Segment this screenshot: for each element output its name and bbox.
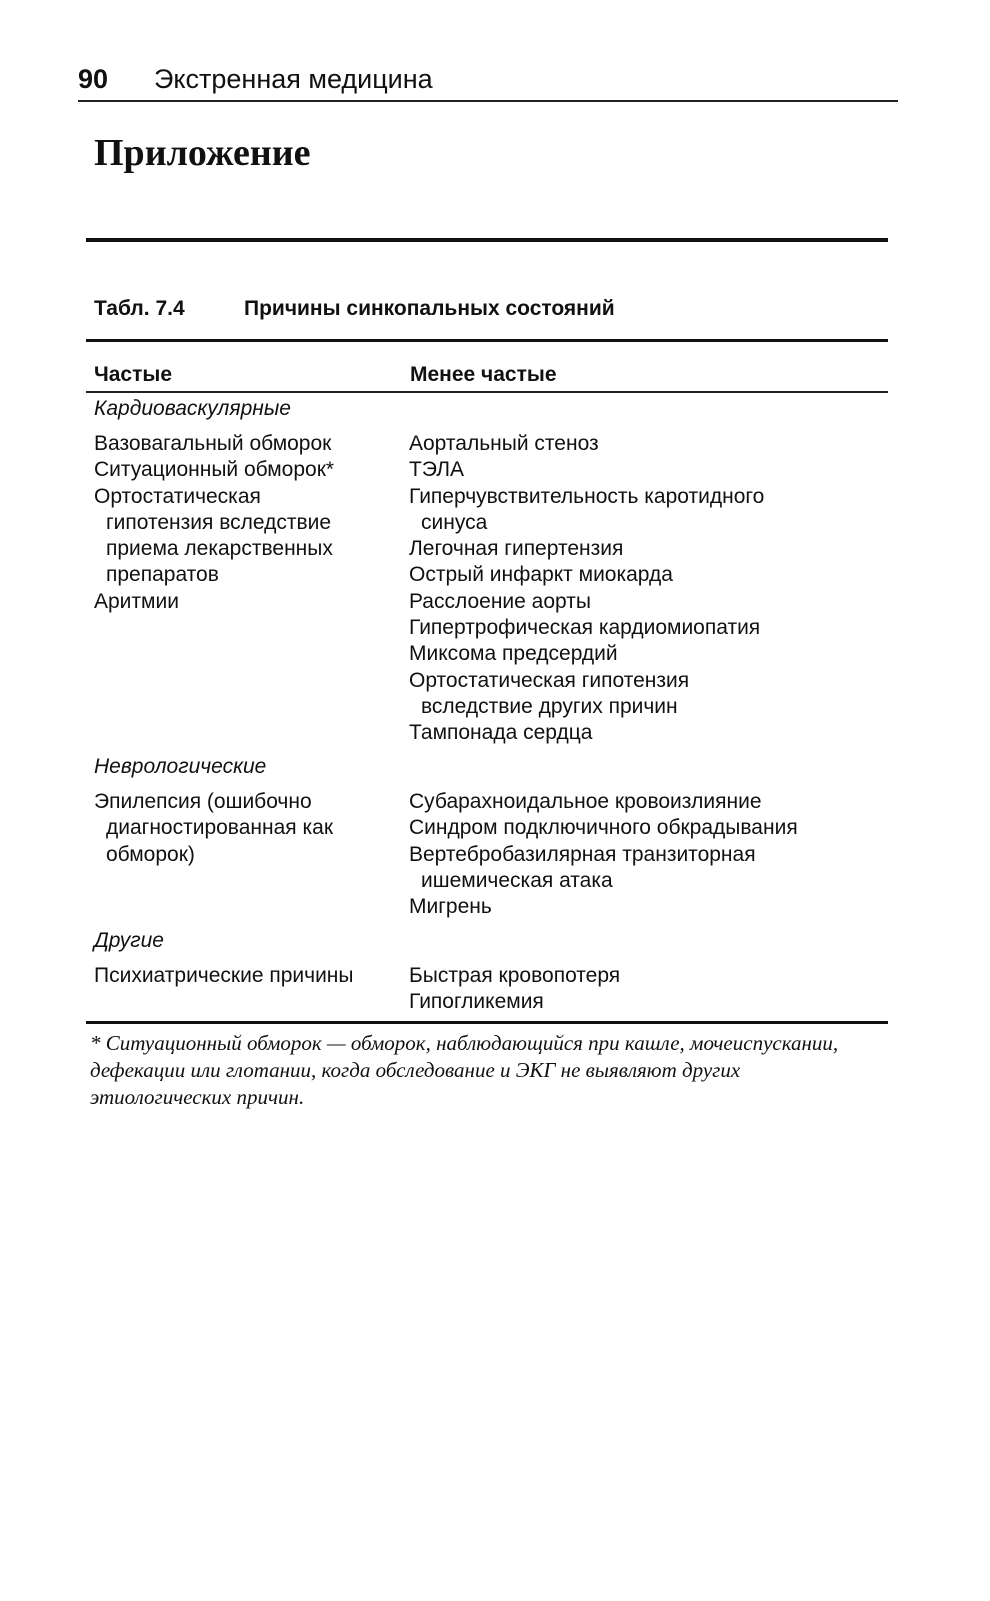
- table-top-rule: [86, 238, 888, 242]
- table-cell: Гиперчувствительность каротидного: [409, 484, 765, 508]
- table-cell: приема лекарственных: [106, 537, 333, 561]
- table-cell: Острый инфаркт миокарда: [409, 563, 673, 587]
- header-rule: [86, 391, 888, 393]
- table-cell: препаратов: [106, 563, 219, 587]
- table-cell: Аортальный стеноз: [409, 432, 599, 455]
- table-caption: [94, 296, 615, 322]
- table-cell: Ортостатическая гипотензия: [409, 668, 690, 692]
- table-cell: Вертебробазилярная транзиторная: [409, 842, 756, 866]
- frequent-other: [94, 963, 354, 989]
- table-cell: ишемическая атака: [421, 868, 613, 892]
- frequent-neurological: [94, 789, 333, 868]
- section-title: Приложение: [94, 132, 311, 174]
- table-cell: Психиатрические причины: [94, 964, 354, 987]
- table-cell: Миксома предсердий: [409, 642, 618, 666]
- table-cell: Легочная гипертензия: [409, 537, 624, 561]
- table-cell: Расслоение аорты: [409, 589, 591, 613]
- table-cell: Ортостатическая: [94, 484, 261, 508]
- table-cell: синуса: [421, 510, 488, 534]
- table-cell: Гипертрофическая кардиомиопатия: [409, 616, 761, 640]
- less-frequent-neurological: [409, 789, 798, 920]
- table-cell: вследствие других причин: [421, 694, 678, 718]
- page-number: 90: [78, 64, 109, 94]
- table-cell: гипотензия вследствие: [106, 510, 332, 534]
- table-cell: Субарахноидальное кровоизлияние: [409, 790, 762, 813]
- table-bottom-rule: [86, 1021, 888, 1024]
- table-footnote: * Ситуационный обморок — обморок, наблюдающийся при кашле, мочеиспускании, дефекации или глотании, когда обследование и ЭКГ не выявляют других этиологических причин.: [90, 1031, 839, 1109]
- category-other: Другие: [94, 929, 164, 952]
- table-cell: ТЭЛА: [409, 458, 465, 482]
- column-header-less-frequent: Менее частые: [410, 363, 557, 386]
- table-cell: Ситуационный обморок*: [94, 458, 335, 482]
- category-neurological: Неврологические: [94, 755, 267, 778]
- frequent-cardiovascular: [94, 431, 334, 615]
- table-cell: обморок): [106, 842, 195, 866]
- book-title: Экстренная медицина: [154, 64, 433, 94]
- table-label: Табл. 7.4: [94, 297, 185, 320]
- category-cardiovascular: Кардиоваскулярные: [94, 397, 291, 420]
- column-header-frequent: Частые: [94, 363, 173, 386]
- table-cell: Мигрень: [409, 895, 492, 919]
- running-head: [78, 62, 898, 102]
- table-cell: Гипогликемия: [409, 990, 544, 1014]
- table-cell: диагностированная как: [106, 816, 334, 840]
- table-cell: Синдром подключичного обкрадывания: [409, 816, 798, 840]
- table-title: Причины синкопальных состояний: [244, 297, 615, 320]
- table-cell: Быстрая кровопотеря: [409, 964, 621, 987]
- less-frequent-cardiovascular: [409, 431, 764, 747]
- less-frequent-other: [409, 963, 620, 1016]
- table-cell: Аритмии: [94, 589, 179, 613]
- table-cell: Вазовагальный обморок: [94, 432, 332, 455]
- caption-rule: [86, 339, 888, 342]
- table-cell: Эпилепсия (ошибочно: [94, 790, 312, 813]
- table-cell: Тампонада сердца: [409, 721, 593, 745]
